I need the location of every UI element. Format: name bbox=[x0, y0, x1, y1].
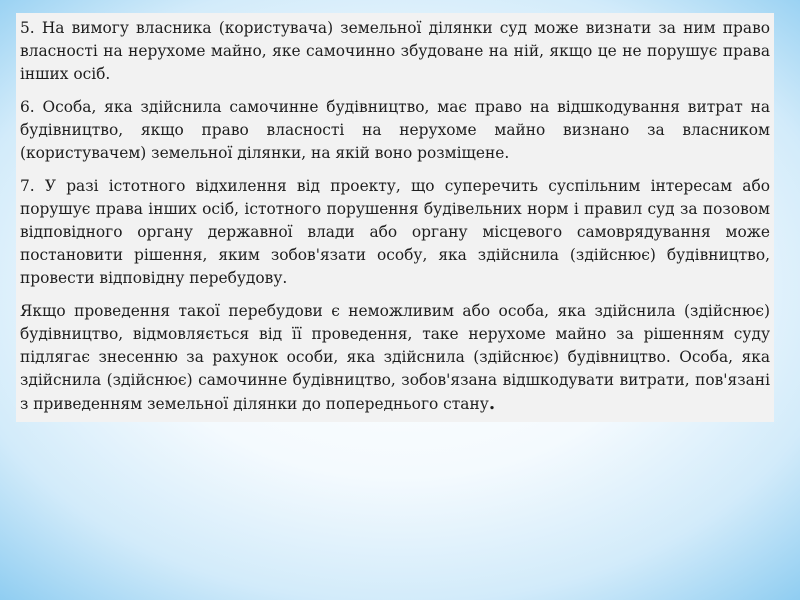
paragraph-7: 7. У разі істотного відхилення від проекту, що суперечить суспільним інтересам або порушує права інших осіб, істотного порушення будівельних норм і правил суд за позовом відповідного органу державної влади або органу місцевого самоврядування може постановити рішення, яким зобов'язати особу, яка здійснила (здійснює) будівництво, провести відповідну перебудову. bbox=[20, 177, 770, 287]
paragraph-5: 5. На вимогу власника (користувача) земельної ділянки суд може визнати за ним право власності на нерухоме майно, яке самочинно збудоване на ній, якщо це не порушує права інших осіб. bbox=[20, 19, 770, 83]
paragraph-6: 6. Особа, яка здійснила самочинне будівництво, має право на відшкодування витрат на будівництво, якщо право власності на нерухоме майно визнано за власником (користувачем) земельної ділянки, на якій воно розміщене. bbox=[20, 98, 770, 162]
text-box bbox=[16, 13, 774, 422]
final-period: . bbox=[488, 393, 496, 414]
paragraph-7-continuation bbox=[20, 300, 770, 416]
paragraph-7-continuation-text: Якщо проведення такої перебудови є неможливим або особа, яка здійснила (здійснює) будівництво, відмовляється від її проведення, таке нерухоме майно за рішенням суду підлягає знесенню за рахунок особи, яка здійснила (здійснює) будівництво. Особа, яка здійснила (здійснює) самочинне будівництво, зобов'язана відшкодувати витрати, пов'язані з приведенням земельної ділянки до попереднього стану bbox=[20, 302, 770, 413]
